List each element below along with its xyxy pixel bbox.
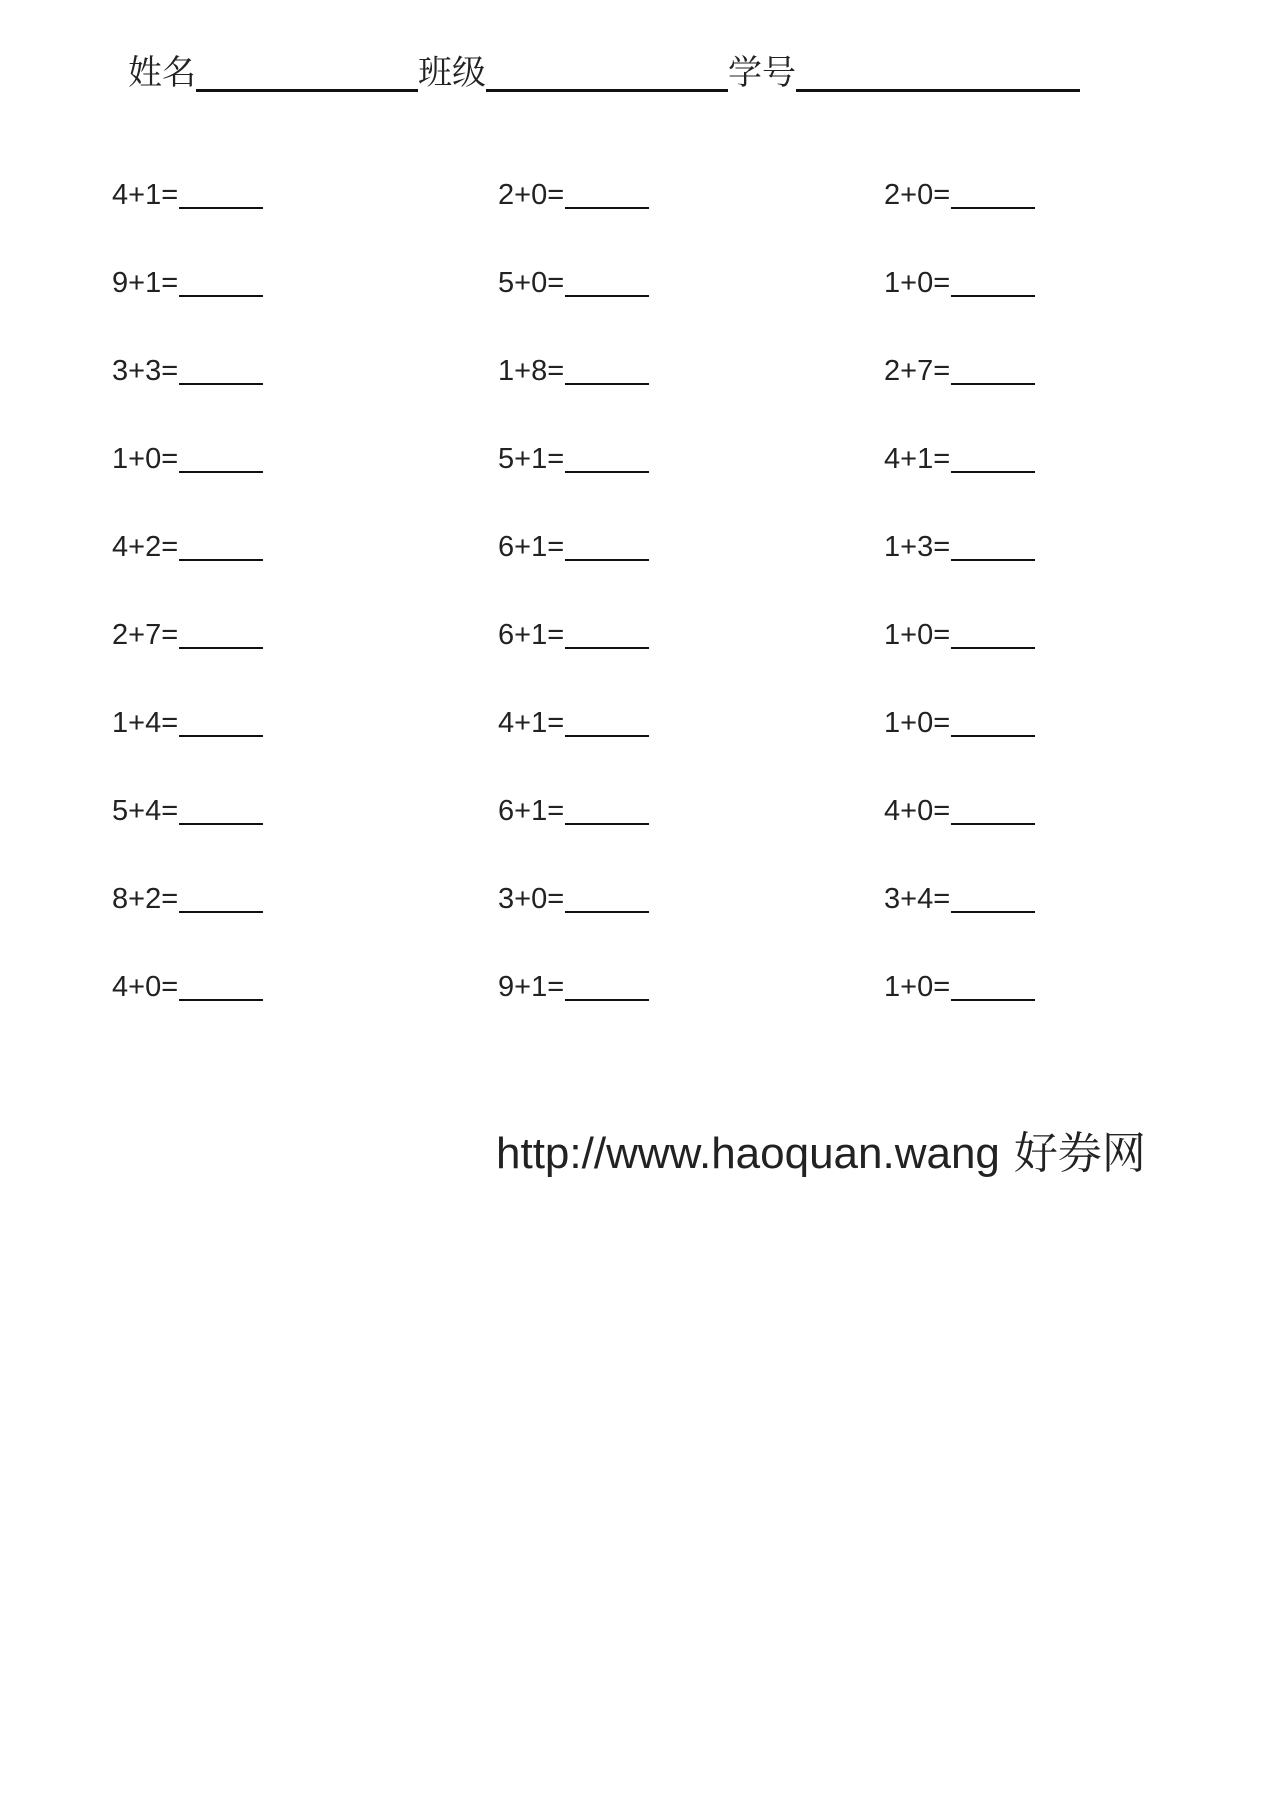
class-blank-line[interactable] (486, 88, 728, 92)
problem-expression: 2+7= (112, 619, 179, 651)
answer-blank[interactable] (179, 647, 263, 649)
name-blank-line[interactable] (196, 88, 418, 92)
answer-blank[interactable] (951, 295, 1035, 297)
math-problem (498, 612, 884, 652)
problem-expression: 6+1= (498, 619, 565, 651)
answer-blank[interactable] (565, 823, 649, 825)
problem-expression: 6+1= (498, 795, 565, 827)
answer-blank[interactable] (565, 471, 649, 473)
answer-blank[interactable] (565, 647, 649, 649)
problem-expression: 1+0= (884, 707, 951, 739)
math-problem (498, 348, 884, 388)
problem-expression: 1+8= (498, 355, 565, 387)
math-problem (498, 260, 884, 300)
problem-expression: 5+1= (498, 443, 565, 475)
math-problem (112, 348, 498, 388)
problem-expression: 5+0= (498, 267, 565, 299)
math-problem (884, 700, 1112, 740)
class-field (418, 53, 728, 94)
problem-expression: 6+1= (498, 531, 565, 563)
problem-expression: 1+0= (884, 619, 951, 651)
problem-expression: 4+1= (498, 707, 565, 739)
answer-blank[interactable] (951, 383, 1035, 385)
name-field (128, 53, 418, 94)
answer-blank[interactable] (951, 207, 1035, 209)
math-problem (498, 172, 884, 212)
problem-expression: 4+1= (112, 179, 179, 211)
answer-blank[interactable] (565, 559, 649, 561)
problem-expression: 3+3= (112, 355, 179, 387)
problem-expression: 4+1= (884, 443, 951, 475)
math-problem (112, 788, 498, 828)
problem-expression: 1+0= (112, 443, 179, 475)
answer-blank[interactable] (565, 295, 649, 297)
name-label: 姓名 (128, 53, 196, 93)
math-problem (498, 964, 884, 1004)
problem-expression: 3+4= (884, 883, 951, 915)
answer-blank[interactable] (179, 823, 263, 825)
student-info-header (128, 53, 1080, 94)
math-problem (498, 876, 884, 916)
problem-expression: 9+1= (112, 267, 179, 299)
answer-blank[interactable] (565, 735, 649, 737)
class-label: 班级 (418, 53, 486, 93)
answer-blank[interactable] (951, 735, 1035, 737)
answer-blank[interactable] (951, 647, 1035, 649)
problem-expression: 8+2= (112, 883, 179, 915)
answer-blank[interactable] (179, 207, 263, 209)
math-problem (884, 524, 1112, 564)
math-problem (884, 964, 1112, 1004)
problem-expression: 9+1= (498, 971, 565, 1003)
answer-blank[interactable] (179, 295, 263, 297)
math-problem (884, 876, 1112, 916)
math-problem (884, 788, 1112, 828)
footer-url: http://www.haoquan.wang (496, 1129, 1000, 1178)
footer-site-name: 好券网 (1013, 1128, 1146, 1179)
problem-grid (112, 172, 1112, 1052)
student-id-field (728, 53, 1080, 94)
problem-expression: 1+4= (112, 707, 179, 739)
answer-blank[interactable] (951, 471, 1035, 473)
problem-expression: 4+0= (112, 971, 179, 1003)
student-id-blank-line[interactable] (796, 88, 1080, 92)
answer-blank[interactable] (565, 999, 649, 1001)
answer-blank[interactable] (951, 999, 1035, 1001)
math-problem (884, 260, 1112, 300)
problem-expression: 3+0= (498, 883, 565, 915)
problem-expression: 2+0= (498, 179, 565, 211)
problem-expression: 1+3= (884, 531, 951, 563)
math-problem (112, 964, 498, 1004)
math-problem (112, 524, 498, 564)
math-problem (112, 700, 498, 740)
math-problem (884, 172, 1112, 212)
math-problem (884, 612, 1112, 652)
answer-blank[interactable] (565, 911, 649, 913)
problem-expression: 2+0= (884, 179, 951, 211)
answer-blank[interactable] (179, 735, 263, 737)
answer-blank[interactable] (179, 999, 263, 1001)
math-problem (112, 172, 498, 212)
answer-blank[interactable] (951, 823, 1035, 825)
math-problem (112, 612, 498, 652)
math-problem (498, 436, 884, 476)
problem-expression: 4+0= (884, 795, 951, 827)
answer-blank[interactable] (179, 911, 263, 913)
answer-blank[interactable] (565, 383, 649, 385)
math-problem (112, 260, 498, 300)
math-problem (884, 348, 1112, 388)
problem-expression: 2+7= (884, 355, 951, 387)
math-problem (498, 788, 884, 828)
math-problem (112, 436, 498, 476)
problem-expression: 1+0= (884, 971, 951, 1003)
answer-blank[interactable] (565, 207, 649, 209)
answer-blank[interactable] (951, 559, 1035, 561)
student-id-label: 学号 (728, 53, 796, 93)
footer (496, 1128, 1146, 1179)
answer-blank[interactable] (951, 911, 1035, 913)
problem-expression: 4+2= (112, 531, 179, 563)
answer-blank[interactable] (179, 559, 263, 561)
answer-blank[interactable] (179, 471, 263, 473)
math-problem (884, 436, 1112, 476)
math-problem (112, 876, 498, 916)
problem-expression: 5+4= (112, 795, 179, 827)
answer-blank[interactable] (179, 383, 263, 385)
math-problem (498, 700, 884, 740)
problem-expression: 1+0= (884, 267, 951, 299)
math-problem (498, 524, 884, 564)
